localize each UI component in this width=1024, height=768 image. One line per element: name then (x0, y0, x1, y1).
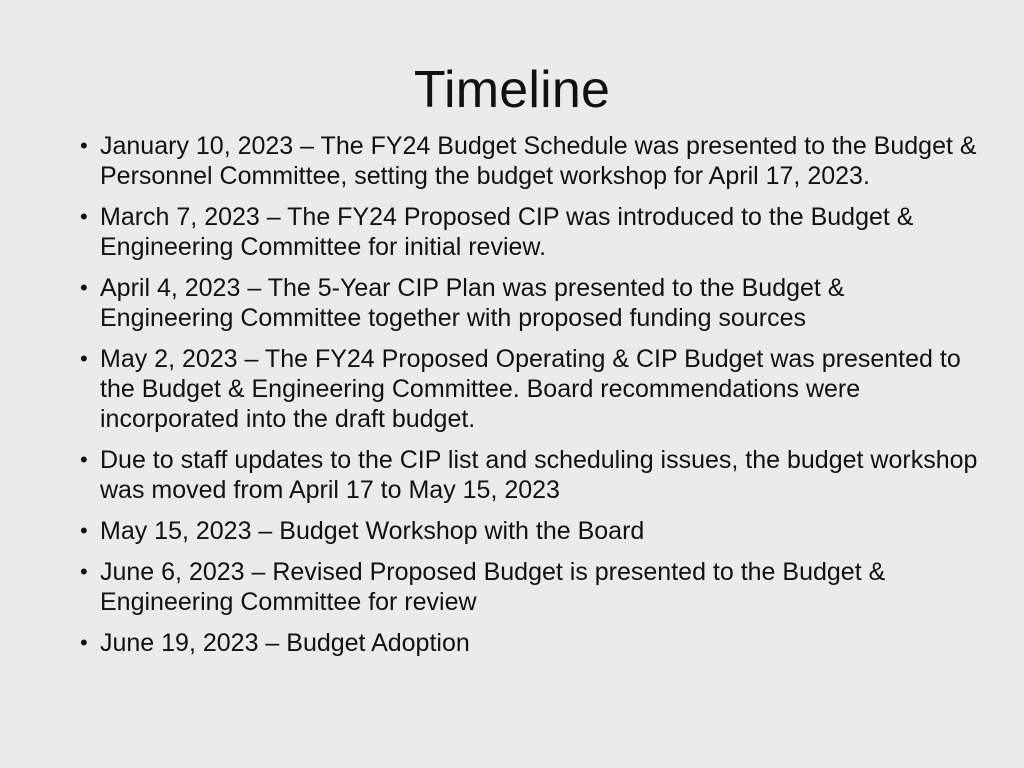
timeline-item-7 (78, 557, 978, 617)
bullet-icon: • (80, 204, 88, 229)
timeline-item-4 (78, 344, 978, 434)
timeline-item-text: April 4, 2023 – The 5-Year CIP Plan was presented to the Budget & Engineering Committee together with proposed funding sources (100, 274, 845, 332)
timeline-item-1 (78, 131, 978, 191)
bullet-icon: • (80, 518, 88, 543)
timeline-item-text: May 2, 2023 – The FY24 Proposed Operating & CIP Budget was presented to the Budget & Engineering Committee. Board recommendations were incorporated into the draft budget. (100, 345, 961, 433)
timeline-item-text: January 10, 2023 – The FY24 Budget Schedule was presented to the Budget & Personnel Committee, setting the budget workshop for April 17, 2023. (100, 132, 977, 190)
timeline-item-3 (78, 273, 978, 333)
timeline-item-text: June 19, 2023 – Budget Adoption (100, 629, 470, 657)
slide-title: Timeline (413, 61, 611, 119)
timeline-item-text: May 15, 2023 – Budget Workshop with the Board (100, 517, 645, 545)
timeline-item-6 (78, 516, 978, 546)
timeline-item-2 (78, 202, 978, 262)
timeline-item-text: Due to staff updates to the CIP list and scheduling issues, the budget workshop was moved from April 17 to May 15, 2023 (100, 446, 978, 504)
bullet-icon: • (80, 630, 88, 655)
timeline-list (78, 131, 978, 669)
bullet-icon: • (80, 559, 88, 584)
bullet-icon: • (80, 133, 88, 158)
bullet-icon: • (80, 447, 88, 472)
timeline-item-8 (78, 628, 978, 658)
timeline-item-text: March 7, 2023 – The FY24 Proposed CIP was introduced to the Budget & Engineering Committee for initial review. (100, 203, 914, 261)
timeline-item-text: June 6, 2023 – Revised Proposed Budget is presented to the Budget & Engineering Committee for review (100, 558, 886, 616)
bullet-icon: • (80, 275, 88, 300)
bullet-icon: • (80, 346, 88, 371)
timeline-item-5 (78, 445, 978, 505)
